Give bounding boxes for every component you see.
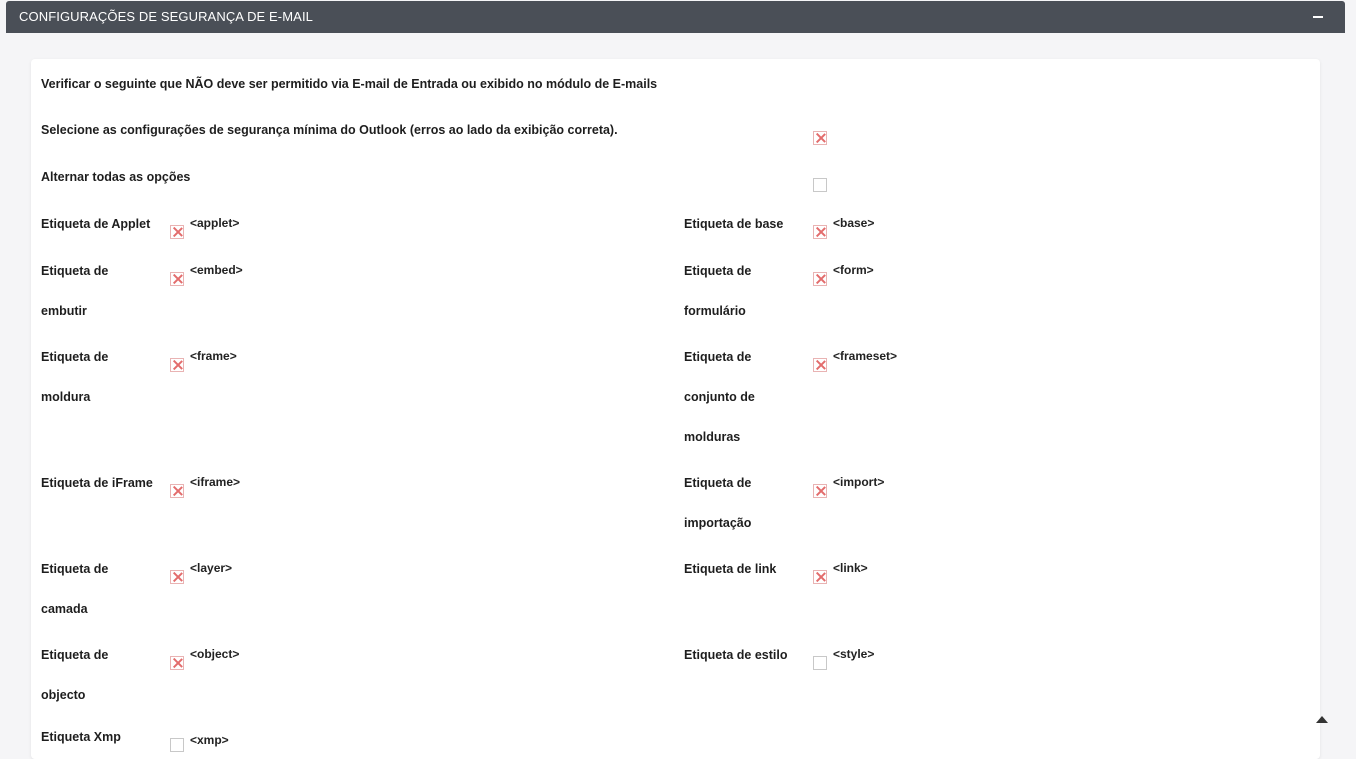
intro-text: Verificar o seguinte que NÃO deve ser permitido via E-mail de Entrada ou exibido no módulo de E-mails — [41, 77, 658, 91]
iframe-tag: <iframe> — [190, 475, 241, 489]
object-checkbox[interactable] — [170, 656, 184, 670]
layer-label: Etiqueta de camada — [41, 562, 109, 616]
embed-checkbox[interactable] — [170, 272, 184, 286]
link-checkbox[interactable] — [813, 570, 827, 584]
applet-tag: <applet> — [190, 216, 240, 230]
frame-label: Etiqueta de moldura — [41, 350, 109, 404]
import-checkbox[interactable] — [813, 484, 827, 498]
iframe-label: Etiqueta de iFrame — [41, 476, 153, 490]
outlook-settings-checkbox[interactable] — [813, 131, 827, 145]
iframe-checkbox[interactable] — [170, 484, 184, 498]
xmp-label: Etiqueta Xmp — [41, 730, 121, 744]
link-label: Etiqueta de link — [684, 562, 777, 576]
panel-header[interactable] — [6, 1, 1345, 33]
outlook-settings-label: Selecione as configurações de segurança mínima do Outlook (erros ao lado da exibição correta). — [41, 123, 618, 137]
embed-label: Etiqueta de embutir — [41, 264, 109, 318]
xmp-checkbox[interactable] — [170, 738, 184, 752]
collapse-icon[interactable] — [1311, 9, 1325, 25]
frameset-checkbox[interactable] — [813, 358, 827, 372]
style-tag: <style> — [833, 647, 875, 661]
object-label: Etiqueta de objecto — [41, 648, 109, 702]
scroll-to-top-icon[interactable] — [1316, 716, 1328, 723]
import-label: Etiqueta de importação — [684, 476, 752, 530]
panel-title: CONFIGURAÇÕES DE SEGURANÇA DE E-MAIL — [19, 9, 313, 24]
frameset-label: Etiqueta de conjunto de molduras — [684, 350, 755, 444]
frame-checkbox[interactable] — [170, 358, 184, 372]
style-label: Etiqueta de estilo — [684, 648, 788, 662]
layer-tag: <layer> — [190, 561, 233, 575]
base-tag: <base> — [833, 216, 875, 230]
base-checkbox[interactable] — [813, 225, 827, 239]
applet-checkbox[interactable] — [170, 225, 184, 239]
import-tag: <import> — [833, 475, 885, 489]
toggle-all-label: Alternar todas as opções — [41, 170, 191, 184]
xmp-tag: <xmp> — [190, 733, 229, 747]
form-checkbox[interactable] — [813, 272, 827, 286]
base-label: Etiqueta de base — [684, 217, 784, 231]
link-tag: <link> — [833, 561, 868, 575]
frame-tag: <frame> — [190, 349, 237, 363]
object-tag: <object> — [190, 647, 240, 661]
toggle-all-checkbox[interactable] — [813, 178, 827, 192]
applet-label: Etiqueta de Applet — [41, 217, 151, 231]
form-tag: <form> — [833, 263, 874, 277]
form-label: Etiqueta de formulário — [684, 264, 752, 318]
layer-checkbox[interactable] — [170, 570, 184, 584]
frameset-tag: <frameset> — [833, 349, 898, 363]
style-checkbox[interactable] — [813, 656, 827, 670]
embed-tag: <embed> — [190, 263, 243, 277]
